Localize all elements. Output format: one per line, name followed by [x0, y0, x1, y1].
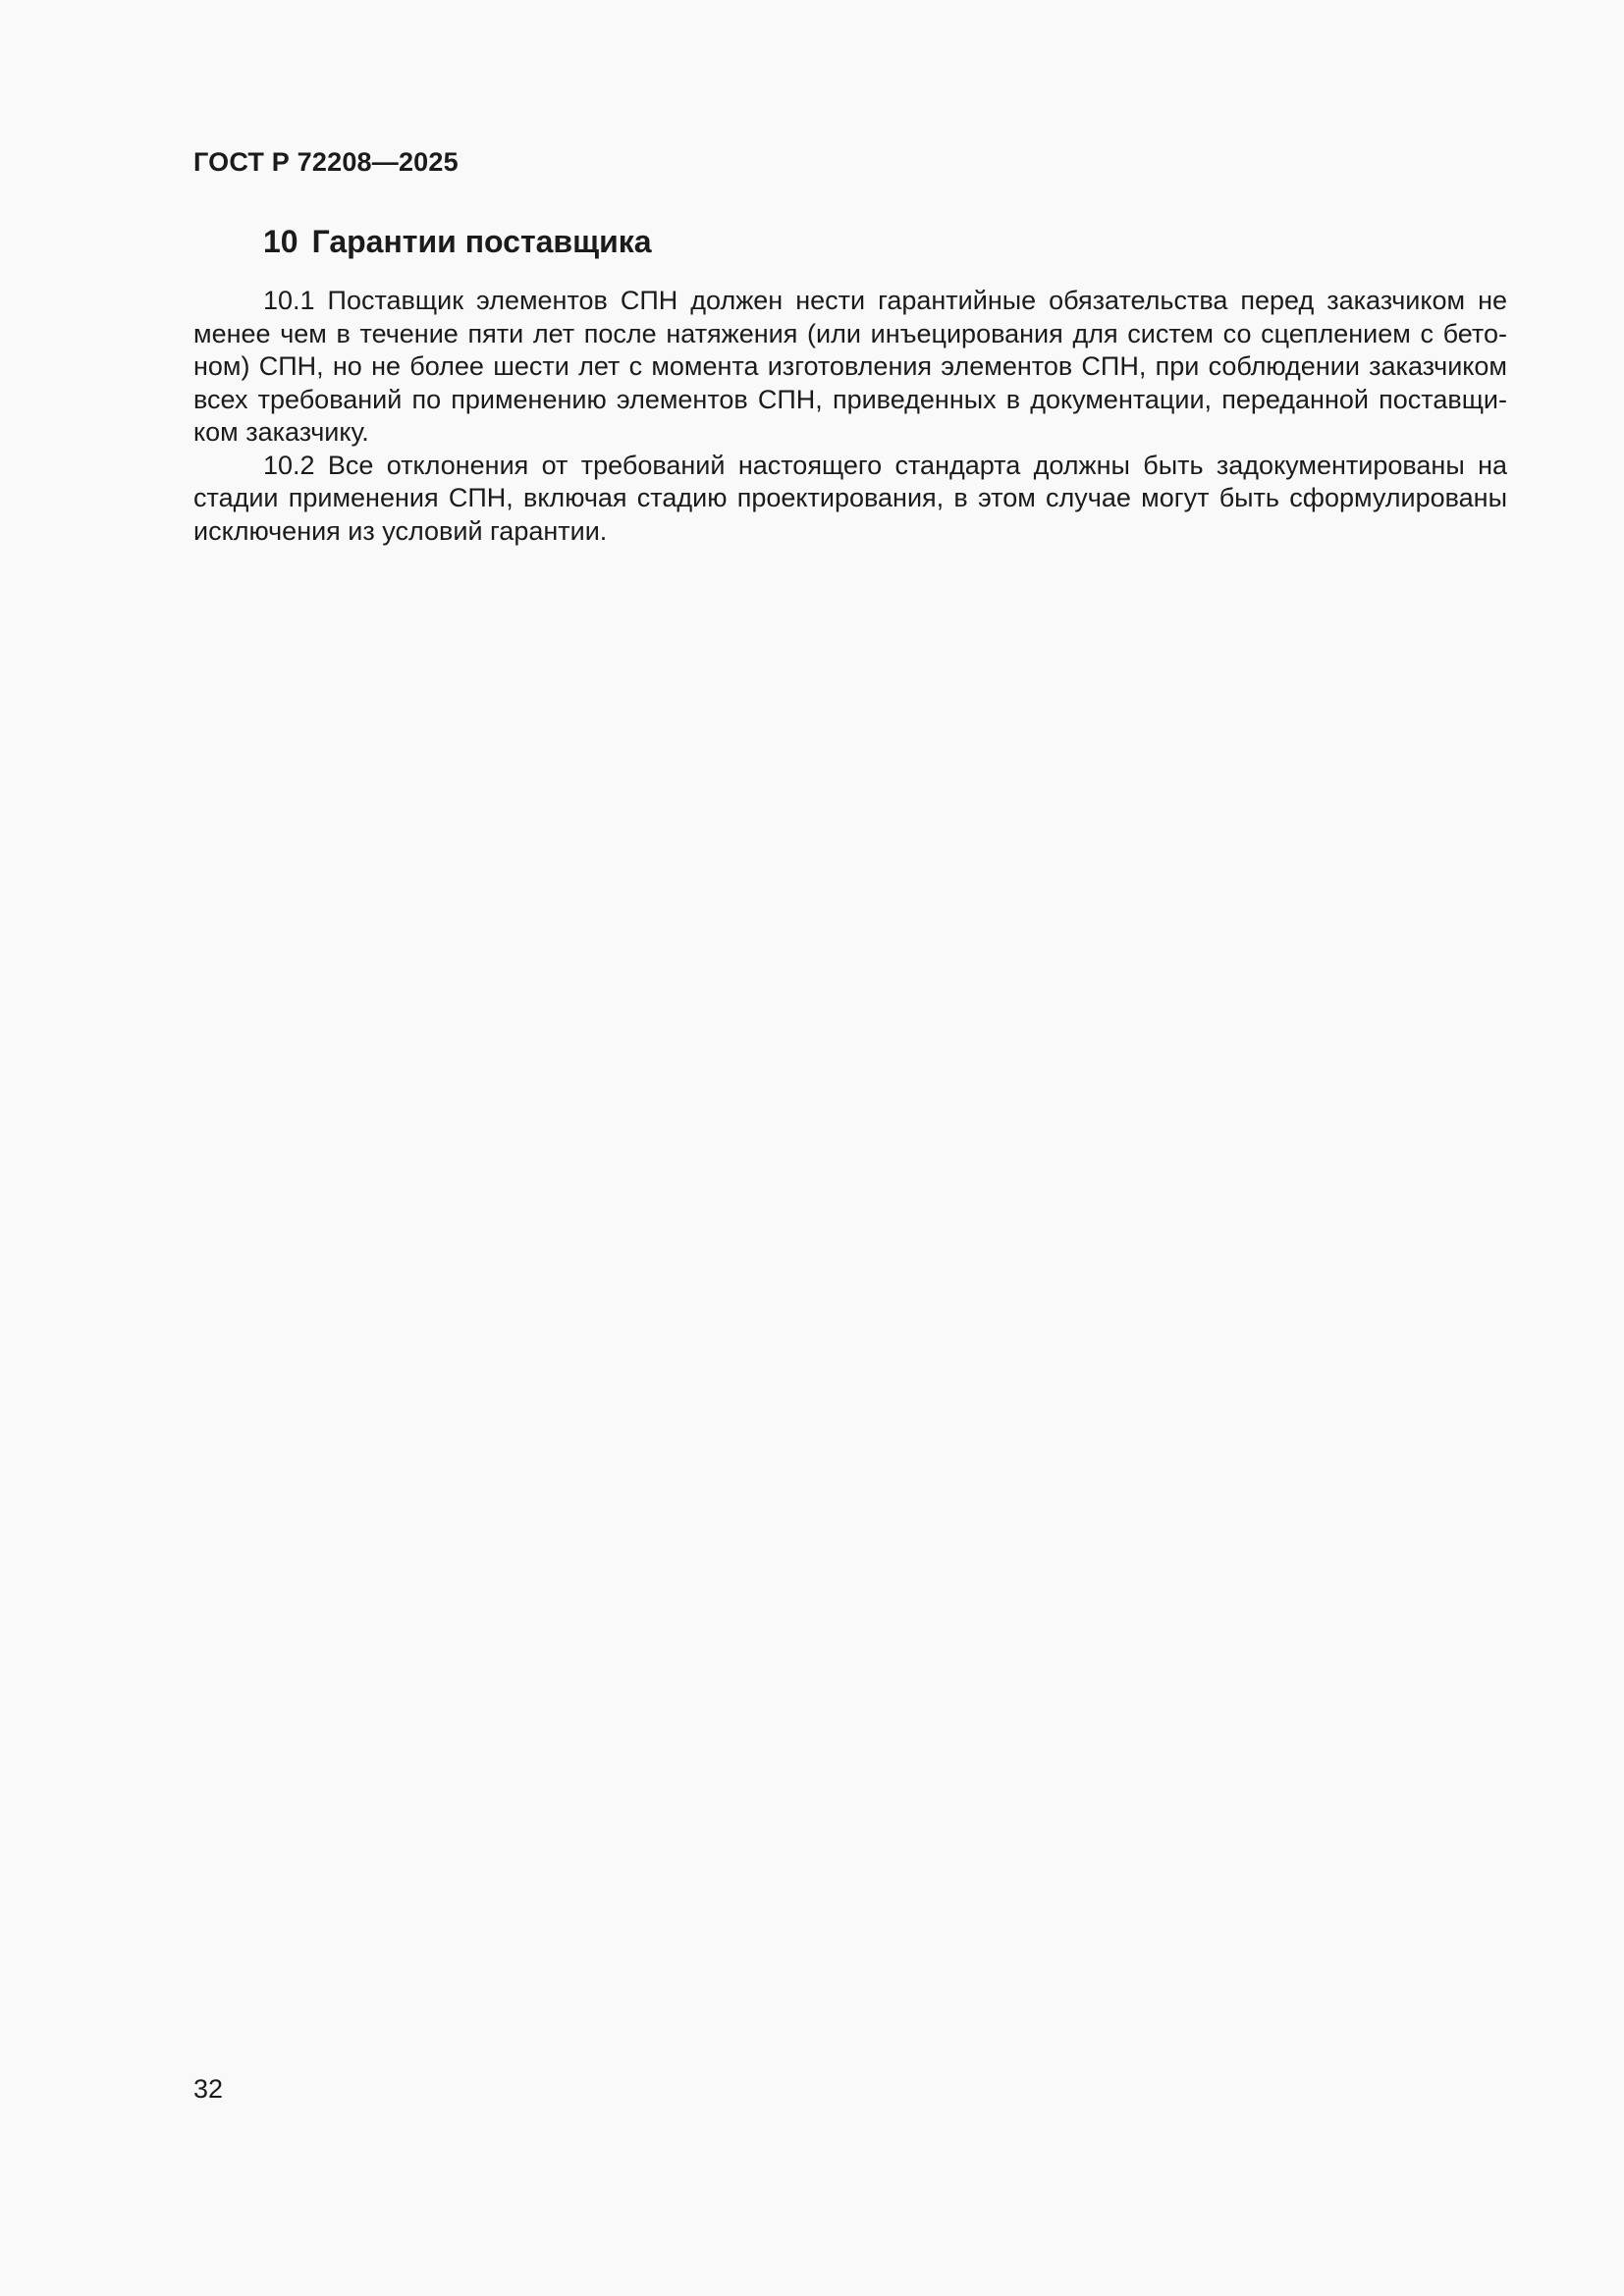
page-number: 32: [193, 2074, 224, 2104]
section-title-text: Гарантии поставщика: [311, 224, 652, 259]
document-code-header: ГОСТ Р 72208—2025: [193, 147, 459, 177]
section-body: [193, 285, 1507, 548]
section-number: 10: [263, 224, 298, 259]
paragraph-10-1: 10.1 Поставщик элементов СПН должен нести гарантийные обязательства перед заказчиком не менее чем в течение пяти лет после натяжения (или инъецирования для систем со сцеплением с бетоном) СПН, но не более шести лет с момента изготовления элементов СПН, при соблюдении заказчиком всех требований по применению элементов СПН, приведенных в документации, переданной поставщиком заказчику.: [193, 286, 1507, 447]
section-heading: [263, 224, 652, 260]
paragraph-10-2: 10.2 Все отклонения от требований настоящего стандарта должны быть задокументированы на стадии применения СПН, включая стадию проектирования, в этом случае могут быть сформулированы исключения из условий гарантии.: [193, 450, 1507, 546]
